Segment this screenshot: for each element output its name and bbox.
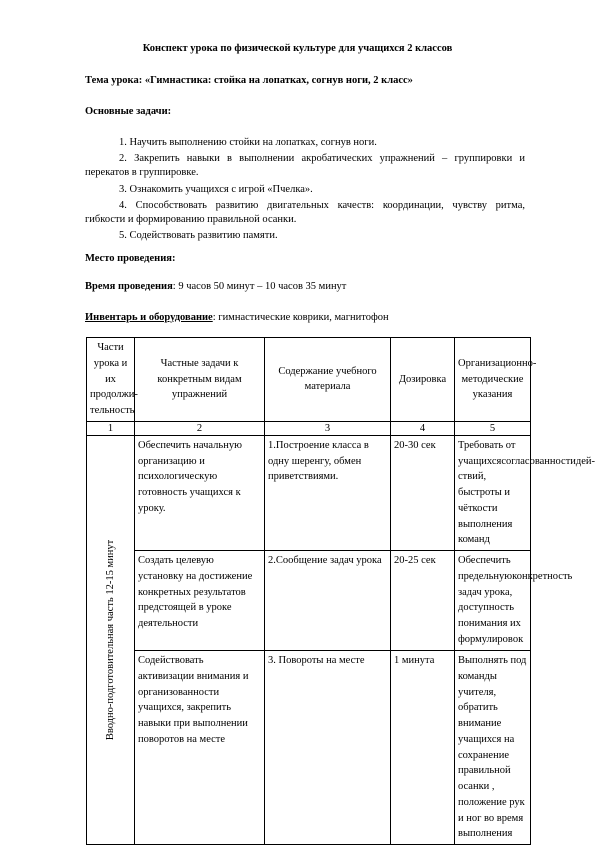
list-item: 2. Закрепить навыки в выполнении акробатических упражнений – группировки и перекатов в группировке. xyxy=(85,153,525,179)
dosage-cell: 20-25 сек xyxy=(391,551,455,651)
column-number: 4 xyxy=(391,421,455,435)
column-number: 1 xyxy=(87,421,135,435)
notes-cell: Выполнять под команды учителя, обратить внимание учащихся на сохранение правильной осанки , положение рук и ног во время выполнения xyxy=(455,651,531,845)
column-numbers-row xyxy=(87,421,531,435)
notes-cell: Требовать от учащихсясогласованностидей- ствий, быстроты и чёткости выполнения команд xyxy=(455,435,531,550)
list-item: 4. Способствовать развитию двигательных качеств: координации, чувству ритма, гибкости и формированию правильной осанки. xyxy=(85,199,525,225)
table-row xyxy=(87,551,531,651)
header-task: Частные задачи к конкретным видам упражнений xyxy=(135,338,265,422)
notes-cell: Обеспечить предельнуюконкретность задач урока, доступность понимания их формулировок xyxy=(455,551,531,651)
tasks-list xyxy=(85,136,525,245)
lesson-table xyxy=(86,337,595,845)
time-value: : 9 часов 50 минут – 10 часов 35 минут xyxy=(172,281,347,292)
header-part: Части урока и их продолжи- тельность xyxy=(87,338,135,422)
header-notes: Организационно-методические указания xyxy=(455,338,531,422)
inventory-line xyxy=(85,311,389,325)
document-title: Конспект урока по физической культуре для учащихся 2 классов xyxy=(142,43,453,54)
time-line xyxy=(85,280,346,294)
inventory-label: Инвентарь и оборудование xyxy=(85,312,213,323)
column-number: 2 xyxy=(135,421,265,435)
place-label: Место проведения: xyxy=(85,253,176,264)
table-header-row xyxy=(87,338,531,422)
list-item: 3. Ознакомить учащихся с игрой «Пчелка». xyxy=(119,183,313,195)
content-cell: 2.Сообщение задач урока xyxy=(265,551,391,651)
lesson-topic: Тема урока: «Гимнастика: стойка на лопатках, согнув ноги, 2 класс» xyxy=(85,75,413,86)
part-cell xyxy=(87,435,135,844)
content-cell: 3. Повороты на месте xyxy=(265,651,391,845)
time-label: Время проведения xyxy=(85,281,173,292)
content-cell: 1.Построение класса в одну шеренгу, обмен приветствиями. xyxy=(265,435,391,550)
column-number: 5 xyxy=(455,421,531,435)
dosage-cell: 1 минута xyxy=(391,651,455,845)
list-item: 5. Содействовать развитию памяти. xyxy=(119,230,278,242)
dosage-cell: 20-30 сек xyxy=(391,435,455,550)
header-content: Содержание учебного материала xyxy=(265,338,391,422)
list-item: 1. Научить выполнению стойки на лопатках, согнув ноги. xyxy=(119,137,377,148)
inventory-value: : гимнастические коврики, магнитофон xyxy=(212,312,389,323)
tasks-heading: Основные задачи: xyxy=(85,106,172,117)
part-label: Вводно-подготовительная часть 12-15 минут xyxy=(104,539,116,741)
table-row xyxy=(87,651,531,845)
column-number: 3 xyxy=(265,421,391,435)
task-cell: Создать целевую установку на достижение конкретных результатов предстоящей в уроке деятельности xyxy=(135,551,265,651)
table-row xyxy=(87,435,531,550)
header-dosage: Дозировка xyxy=(391,338,455,422)
task-cell: Обеспечить начальную организацию и психологическую готовность учащихся к уроку. xyxy=(135,435,265,550)
task-cell: Содействовать активизации внимания и организованности учащихся, закрепить навыки при выполнении поворотов на месте xyxy=(135,651,265,845)
